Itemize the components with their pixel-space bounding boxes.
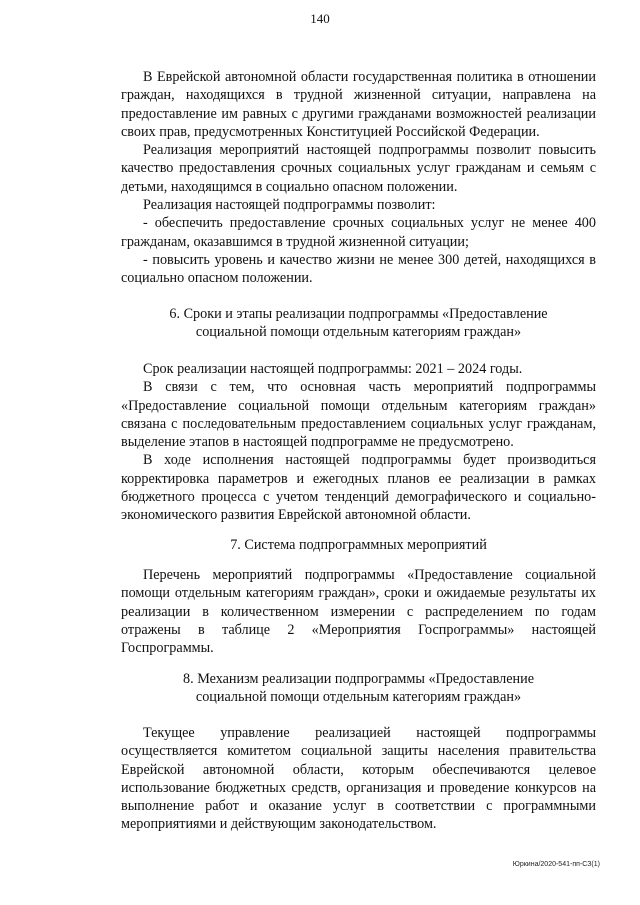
list-item: - повысить уровень и качество жизни не менее 300 детей, находящихся в социально опасном положении. xyxy=(121,251,596,287)
section-6-body xyxy=(121,360,596,525)
paragraph: В ходе исполнения настоящей подпрограммы будет производиться корректировка параметров и ежегодных планов ее реализации в рамках бюджетного процесса с учетом тенденций демографического и социально-экономического развития Еврейской автономной области. xyxy=(121,452,596,524)
section-heading-line: 8. Механизм реализации подпрограммы «Предоставление xyxy=(183,671,534,687)
paragraph: В Еврейской автономной области государственная политика в отношении граждан, находящихся в трудной жизненной ситуации, направлена на предоставление им равных с другими гражданами возможностей реализации своих прав, предусмотренных Конституцией Российской Федерации. xyxy=(121,69,596,140)
paragraph: Реализация мероприятий настоящей подпрограммы позволит повысить качество предоставления срочных социальных услуг гражданам и семьям с детьми, находящимся в социально опасном положении. xyxy=(121,142,596,195)
section-7-body xyxy=(121,566,596,657)
section-heading: 7. Система подпрограммных мероприятий xyxy=(230,537,487,553)
section-8-body xyxy=(121,724,596,834)
paragraph: Срок реализации настоящей подпрограммы: 2021 – 2024 годы. xyxy=(143,361,523,377)
intro-block xyxy=(121,68,596,288)
section-heading-line: 6. Сроки и этапы реализации подпрограммы «Предоставление xyxy=(169,306,548,322)
section-8-heading xyxy=(121,670,596,707)
section-7-heading xyxy=(121,536,596,554)
list-item: - обеспечить предоставление срочных социальных услуг не менее 400 гражданам, оказавшимся в трудной жизненной ситуации; xyxy=(121,215,596,250)
page-number: 140 xyxy=(310,11,330,26)
section-6-heading xyxy=(121,305,596,342)
paragraph: Текущее управление реализацией настоящей подпрограммы осуществляется комитетом социальной защиты населения правительства Еврейской автономной области, которым обеспечиваются целевое использование бюджетных средств, организация и проведение конкурсов на выполнение работ и оказание услуг в соответствии с программными мероприятиями и действующим законодательством. xyxy=(121,725,596,833)
paragraph: Перечень мероприятий подпрограммы «Предоставление социальной помощи отдельным категориям граждан», сроки и ожидаемые результаты их реализации в количественном измерении с распределением по годам отражены в таблице 2 «Мероприятия Госпрограммы» настоящей Госпрограммы. xyxy=(121,567,596,657)
section-heading-line: социальной помощи отдельным категориям граждан» xyxy=(195,324,522,341)
paragraph: В связи с тем, что основная часть мероприятий подпрограммы «Предоставление социальной помощи отдельным категориям граждан» связана с последовательным предоставлением социальных услуг гражданам, выделение этапов в настоящей подпрограмме не предусмотрено. xyxy=(121,379,596,451)
section-heading-line: социальной помощи отдельным категориям граждан» xyxy=(195,689,522,706)
document-footer-code: Юркина/2020-541-пп-СЗ(1) xyxy=(512,861,600,868)
paragraph: Реализация настоящей подпрограммы позволит: xyxy=(143,197,436,214)
